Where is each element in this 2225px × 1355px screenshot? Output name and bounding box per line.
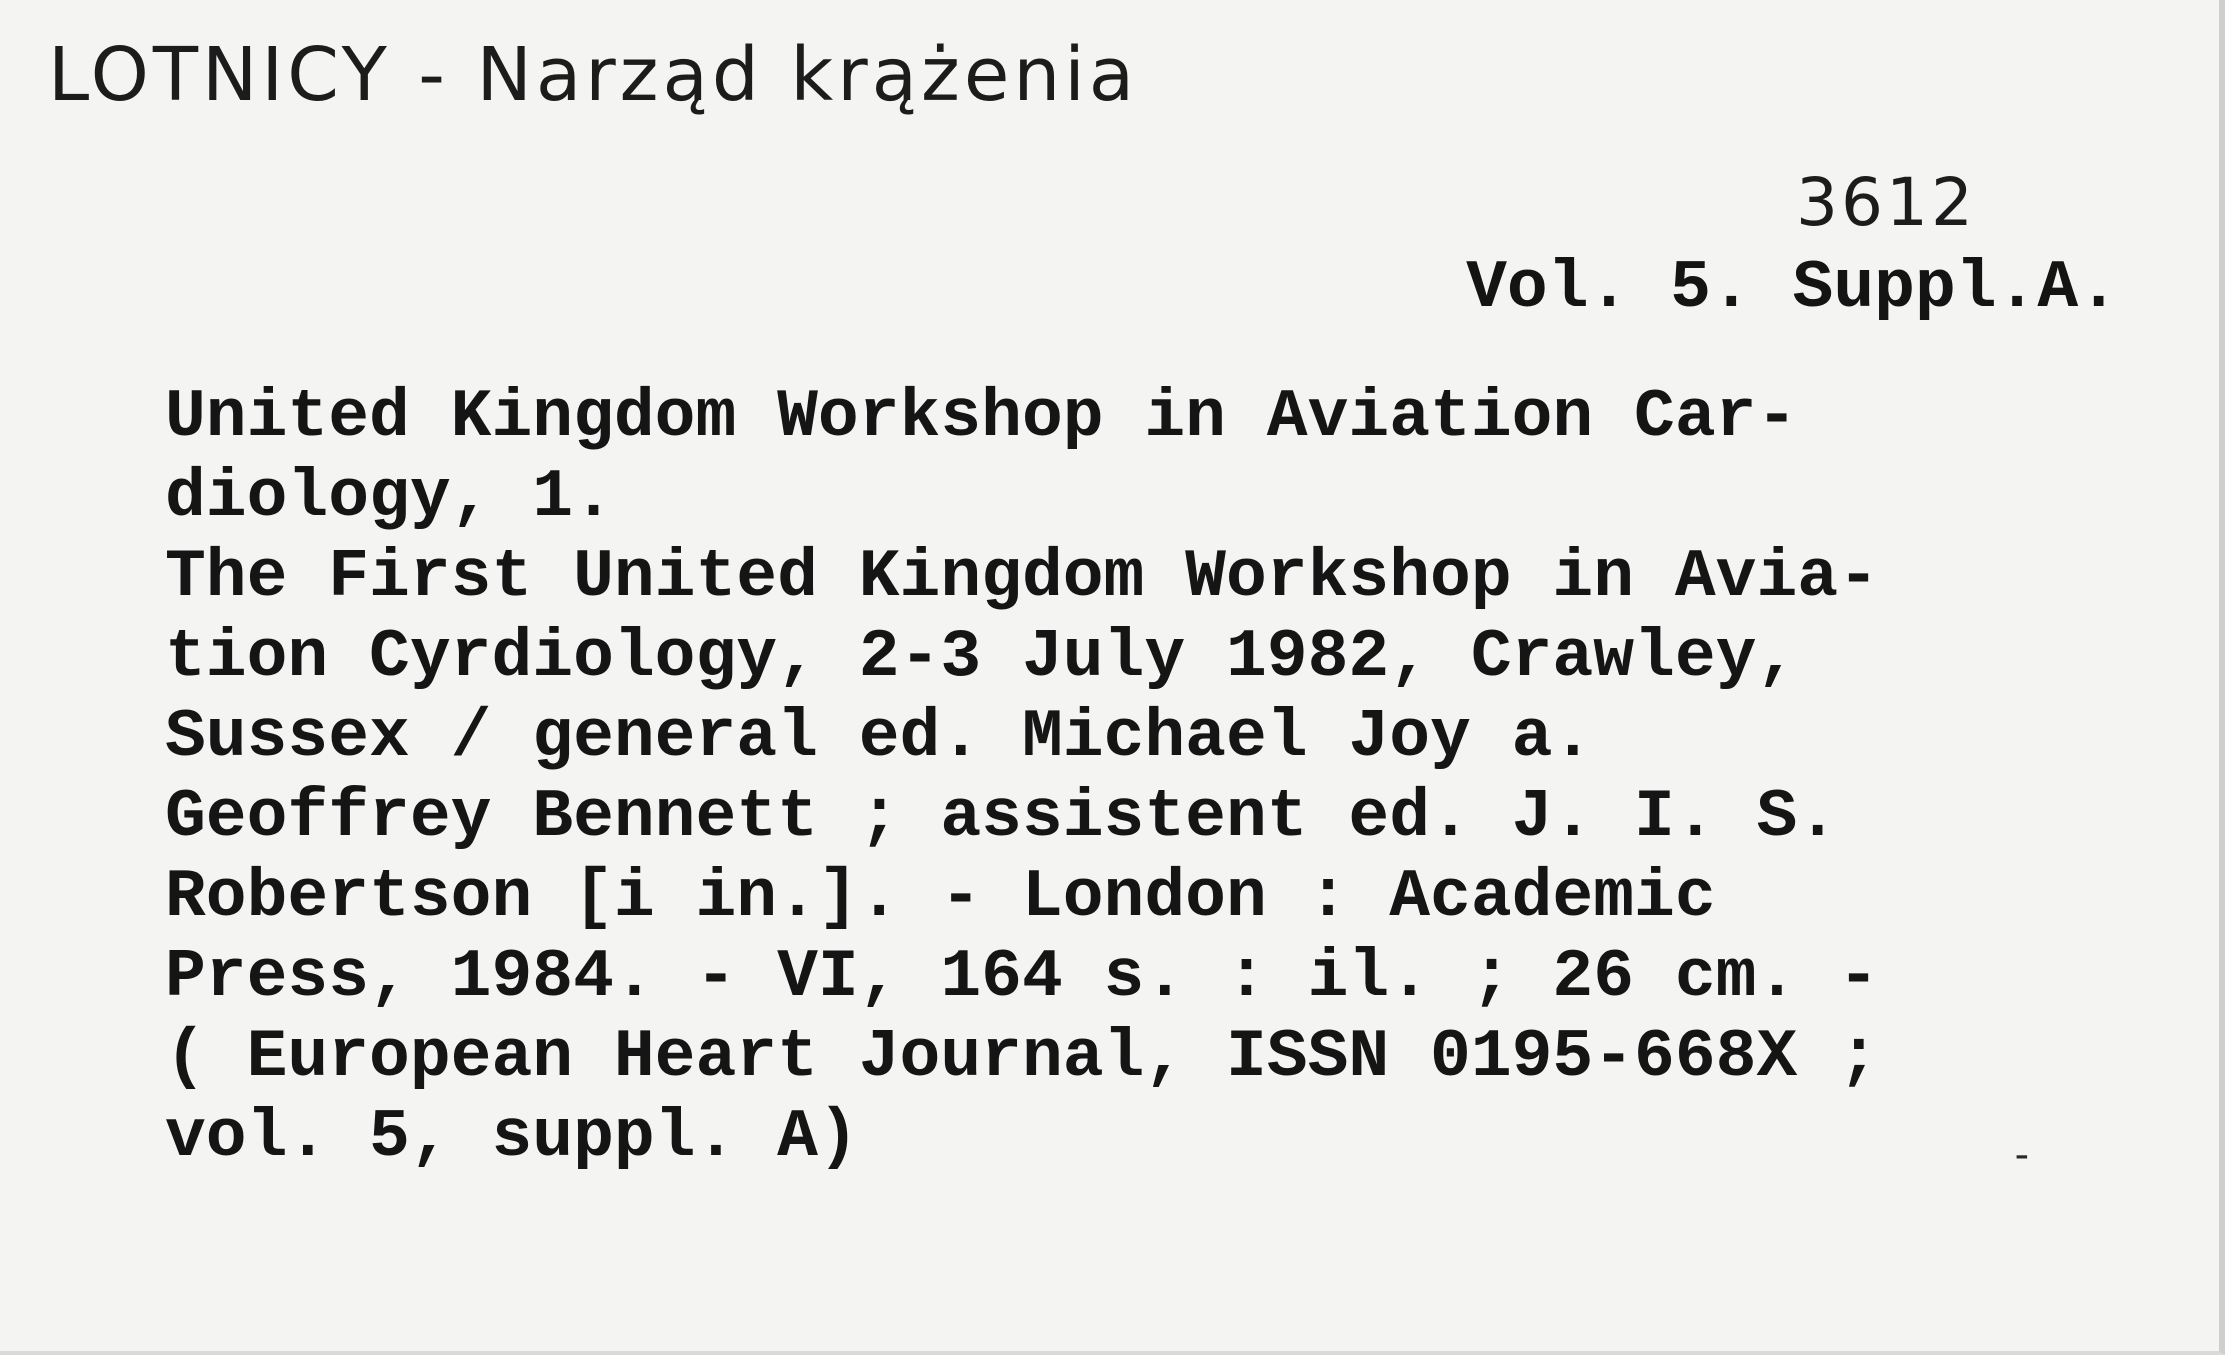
call-number: 3612 bbox=[1796, 164, 1976, 241]
volume-label: Vol. 5. Suppl.A. bbox=[1466, 250, 2119, 327]
entry-line: tion Cyrdiology, 2-3 July 1982, Crawley, bbox=[165, 619, 1798, 696]
entry-line: Robertson [i in.]. - London : Academic bbox=[165, 859, 1716, 936]
entry-line: ( European Heart Journal, ISSN 0195-668X ; bbox=[165, 1019, 1879, 1096]
entry-line: Geoffrey Bennett ; assistent ed. J. I. S. bbox=[165, 779, 1839, 856]
bibliographic-entry bbox=[165, 378, 2165, 1178]
entry-line: diology, 1. bbox=[165, 459, 614, 536]
entry-line: The First United Kingdom Workshop in Avia- bbox=[165, 539, 1879, 616]
entry-line: United Kingdom Workshop in Aviation Car- bbox=[165, 379, 1798, 456]
entry-line: Press, 1984. - VI, 164 s. : il. ; 26 cm. - bbox=[165, 939, 1879, 1016]
entry-line: Sussex / general ed. Michael Joy a. bbox=[165, 699, 1594, 776]
stray-mark: - bbox=[2014, 1132, 2029, 1178]
entry-line: vol. 5, suppl. A) bbox=[165, 1099, 859, 1176]
subject-heading: LOTNICY - Narząd krążenia bbox=[48, 32, 1139, 118]
